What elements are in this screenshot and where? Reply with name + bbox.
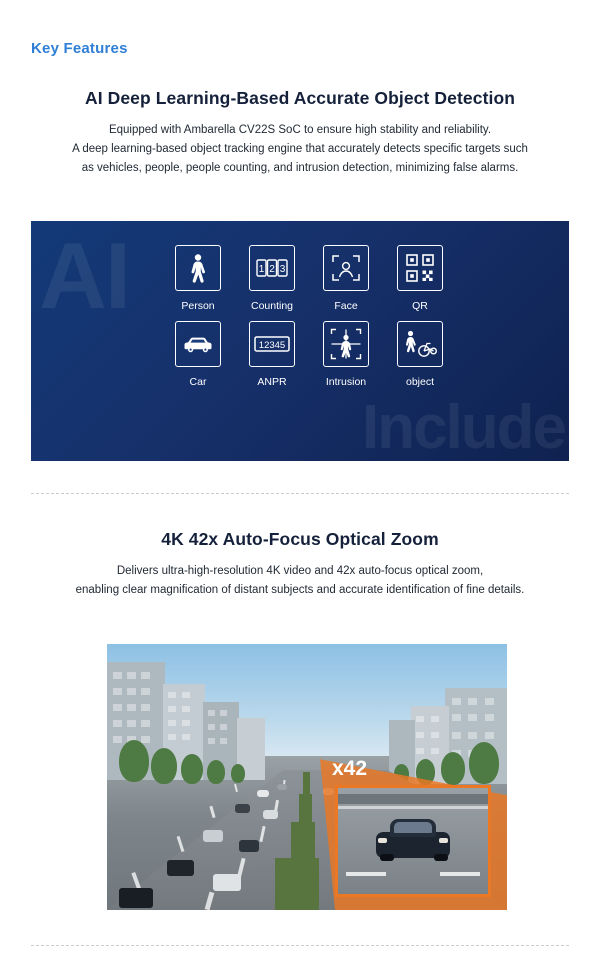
- vehicle: [263, 810, 278, 819]
- ai-feature-panel: [31, 221, 569, 461]
- person-icon: [175, 245, 221, 291]
- block-title: 4K 42x Auto-Focus Optical Zoom: [161, 529, 439, 549]
- vehicle: [235, 804, 250, 813]
- median-strip: [291, 822, 315, 862]
- multi-object-icon: [397, 321, 443, 367]
- tree: [119, 740, 149, 782]
- license-plate-icon: [249, 321, 295, 367]
- ai-icon-label: object: [405, 376, 435, 388]
- intrusion-crosshair-icon: [323, 321, 369, 367]
- description-line: enabling clear magnification of distant subjects and accurate identification of fine details.: [75, 584, 525, 596]
- svg-text:1: 1: [258, 264, 265, 276]
- description-line: A deep learning-based object tracking engine that accurately detects specific targets such: [72, 143, 528, 155]
- ai-icon-label: Face: [334, 300, 358, 312]
- ai-icon-cell-intrusion: [309, 321, 383, 389]
- vehicle: [257, 790, 269, 797]
- inset-vehicle-headlight: [378, 838, 387, 843]
- ai-icon-cell-counting: [235, 245, 309, 313]
- vehicle: [277, 784, 287, 790]
- ai-icon-cell-car: [161, 321, 235, 389]
- face-detect-icon: [323, 245, 369, 291]
- qr-code-icon: [397, 245, 443, 291]
- ai-icon-label: Car: [189, 376, 207, 388]
- tree: [469, 742, 499, 784]
- ai-icon-cell-person: [161, 245, 235, 313]
- inset-lane-marking: [338, 806, 488, 809]
- inset-vehicle-windshield: [394, 822, 432, 833]
- tree: [441, 752, 465, 785]
- zoom-inset-frame: [335, 785, 491, 897]
- vehicle: [213, 874, 241, 891]
- section-divider: [31, 493, 569, 494]
- zoom-factor-label: x42: [332, 757, 368, 780]
- block-description: [0, 562, 600, 600]
- description-line: Equipped with Ambarella CV22S SoC to ensure high stability and reliability.: [108, 124, 492, 136]
- feature-block-ai-detection: [0, 88, 600, 178]
- counting-icon: [249, 245, 295, 291]
- description-line: Delivers ultra-high-resolution 4K video and 42x auto-focus optical zoom,: [116, 565, 484, 577]
- ai-icon-cell-qr: [383, 245, 457, 313]
- ai-icon-grid: [161, 245, 501, 389]
- vehicle: [167, 860, 194, 876]
- description-line: as vehicles, people, people counting, and intrusion detection, minimizing false alarms.: [81, 162, 519, 174]
- inset-lane-marking: [346, 872, 386, 876]
- section-divider: [31, 945, 569, 946]
- median-strip: [303, 772, 310, 796]
- block-description: [0, 121, 600, 178]
- ai-icon-label: Counting: [250, 300, 294, 312]
- ai-watermark-right: Include: [361, 393, 565, 461]
- zoom-demo-photo: [107, 644, 507, 910]
- ai-icon-cell-object: [383, 321, 457, 389]
- feature-block-optical-zoom: [0, 529, 600, 600]
- inset-vehicle-headlight: [439, 838, 448, 843]
- ai-icon-label: Person: [181, 300, 215, 312]
- inset-curb: [338, 794, 488, 804]
- vehicle: [239, 840, 259, 852]
- tree: [231, 764, 245, 783]
- ai-icon-label: ANPR: [257, 376, 287, 388]
- inset-lane-marking: [440, 872, 480, 876]
- ai-icon-label: QR: [412, 300, 428, 312]
- svg-text:12345: 12345: [258, 340, 286, 351]
- car-icon: [175, 321, 221, 367]
- tree: [151, 748, 177, 784]
- svg-text:3: 3: [279, 264, 286, 276]
- median-strip: [275, 858, 319, 910]
- ai-icon-cell-face: [309, 245, 383, 313]
- vehicle: [203, 830, 223, 842]
- inset-vehicle-wheel: [380, 854, 394, 861]
- section-kicker: Key Features: [31, 40, 128, 57]
- tree: [207, 760, 225, 784]
- tree: [181, 754, 203, 784]
- block-title: AI Deep Learning-Based Accurate Object Detection: [84, 88, 516, 108]
- median-strip: [299, 794, 312, 824]
- ai-icon-label: Intrusion: [325, 376, 367, 388]
- ai-icon-cell-anpr: [235, 321, 309, 389]
- svg-text:2: 2: [269, 264, 275, 276]
- vehicle: [119, 888, 153, 908]
- ai-watermark-left: AI: [39, 223, 129, 328]
- inset-vehicle-wheel: [434, 854, 448, 861]
